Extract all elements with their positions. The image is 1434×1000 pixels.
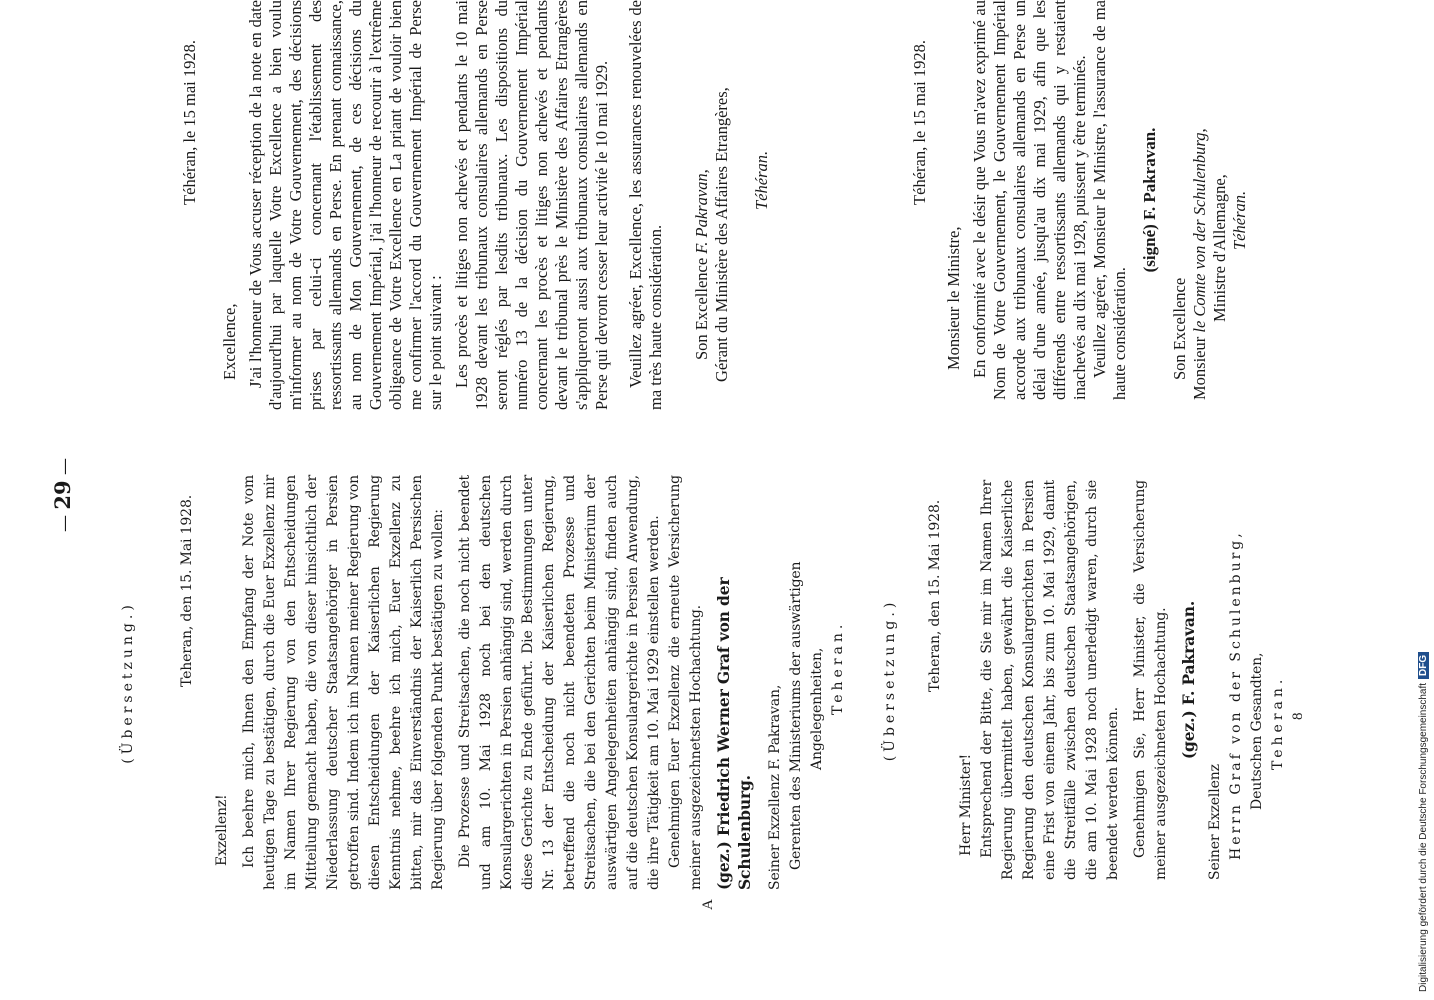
letter1-de-addressee-1: Seiner Exzellenz F. Pakravan, bbox=[767, 684, 783, 890]
letter2-fr-paragraph-2: Veuillez agréer, Monsieur le Ministre, l'assurance de ma haute considération. bbox=[1090, 0, 1129, 400]
letter1-de-paragraph-2: Die Prozesse und Streitsachen, die noch nicht beendet und am 10. Mai 1928 noch bei den deutschen Konsulargerichten in Persien anhängig sind, werden durch diese Gerichte zu Ende geführt. Die Bestimmungen unter Nr. 13 der Entscheidung der Kaiserlichen Regierung, betreffend die noch nicht beendeten Prozesse und Streitsachen, die bei den Gerichten beim Ministerium der auswärtigen Angelegenheiten anhängig sind, finden auch auf die deutschen Konsulargerichte in Persien Anwendung, die ihre Tätigkeit am 10. Mai 1929 einstellen werden. bbox=[457, 475, 662, 890]
letter1-fr-paragraph-2: Les procès et litiges non achevés et pendants le 10 mai 1928 devant les tribunaux consulaires allemands en Perse seront réglés par lesdits tribunaux. Les dispositions du numéro 13 de la décision du Gouvernement Impérial concernant les procès et litiges non achevés et pendants devant le tribunal près le Ministère des Affaires Etrangères s'appliqueront aussi aux tribunaux consulaires allemands en Perse qui devront cesser leur activité le 10 mai 1929. bbox=[452, 0, 611, 410]
letter1-de-heading: (Übersetzung.) bbox=[120, 601, 136, 764]
digitization-notice: Digitalisierung gefördert durch die Deutsche ForschungsgemeinschaftDFG bbox=[1418, 542, 1429, 992]
letter1-fr-paragraph-1: J'ai l'honneur de Vous accuser réception de la note en date d'aujourd'hui par laquelle Votre Excellence a bien voulu m'informer au nom de Votre Gouvernement, des décisions prises par celui-ci concernant l'établissement des ressortissants allemands en Perse. En prenant connaissance, au nom de Mon Gouvernement, de ces décisions du Gouvernement Impérial, j'ai l'honneur de recourir à l'extrême obligeance de Votre Excellence en La priant de vouloir bien me confirmer l'accord du Gouvernement Impérial de Perse sur le point suivant : bbox=[246, 0, 445, 410]
letter2-fr-salutation: Monsieur le Ministre, bbox=[944, 226, 963, 370]
letter2-de-salutation: Herr Minister! bbox=[958, 754, 974, 856]
letter2-fr-addressee-4: Téhéran. bbox=[1230, 190, 1249, 250]
letter2-de-signature: (gez.) F. Pakravan. bbox=[1179, 600, 1198, 760]
letter1-fr-addressee-2: Gérant du Ministère des Affaires Etrangères, bbox=[712, 87, 731, 382]
letter2-de-date: Teheran, den 15. Mai 1928. bbox=[927, 500, 943, 693]
letter2-de-paragraph-2: Genehmigen Sie, Herr Minister, die Versicherung meiner ausgezeichneten Hochachtung. bbox=[1132, 480, 1169, 880]
letter2-fr-date: Téhéran, le 15 mai 1928. bbox=[910, 40, 929, 205]
letter1-de-signature: (gez.) Friedrich Werner Graf von der Schulenburg. bbox=[714, 577, 754, 890]
letter2-de-heading: (Übersetzung.) bbox=[882, 598, 898, 762]
letter1-fr-addressee-1: Son Excellence F. Pakravan, bbox=[692, 169, 711, 360]
letter1-fr-date: Téhéran, le 15 mai 1928. bbox=[180, 40, 199, 205]
letter1-de-paragraph-1: Ich beehre mich, Ihnen den Empfang der Note vom heutigen Tage zu bestätigen, durch die Euer Exzellenz mir im Namen Ihrer Regierung von den Entscheidungen Mitteilung gemacht haben, die von dieser hinsichtlich der Niederlassung deutscher Staatsangehöriger in Persien getroffen sind. Indem ich im Namen meiner Regierung von diesen Entscheidungen der Kaiserlichen Regierung Kenntnis nehme, beehre ich mich, Euer Exzellenz zu bitten, mir das Einverständnis der Kaiserlich Persischen Regierung über folgenden Punkt bestätigen zu wollen: bbox=[241, 475, 446, 890]
margin-mark: A bbox=[700, 899, 716, 910]
dfg-logo: DFG bbox=[1418, 652, 1429, 679]
letter1-french bbox=[180, 0, 772, 410]
letter1-fr-addressee-3: Téhéran. bbox=[752, 150, 771, 210]
letter2-fr-addressee-3: Ministre d'Allemagne, bbox=[1210, 174, 1229, 322]
letter1-de-paragraph-3: Genehmigen Euer Exzellenz die erneute Versicherung meiner ausgezeichnetsten Hochachtung. bbox=[667, 475, 704, 890]
letter1-german bbox=[120, 475, 849, 890]
letter2-fr-addressee-1: Son Excellence bbox=[1170, 277, 1189, 380]
letter2-fr-signature: (signé) F. Pakravan. bbox=[1140, 127, 1159, 273]
letter2-french bbox=[910, 0, 1250, 400]
letter2-de-paragraph-1: Entsprechend der Bitte, die Sie mir im Namen Ihrer Regierung übermittelt haben, gewährt die Kaiserliche Regierung den deutschen Konsulargerichten in Persien eine Frist von einem Jahr, bis zum 10. Mai 1929, damit die Streitfälle zwischen deutschen Staatsangehörigen, die am 10. Mai 1928 noch unerledigt waren, durch sie beendet werden können. bbox=[979, 480, 1121, 880]
letter2-fr-addressee-2: Monsieur le Comte von der Schulenburg, bbox=[1190, 128, 1209, 400]
footer-number: 8 bbox=[1290, 712, 1306, 720]
letter1-de-addressee-3: Angelegenheiten, bbox=[809, 647, 825, 770]
letter2-de-addressee-2: Herrn Graf von der Schulenburg, bbox=[1228, 530, 1244, 860]
letter2-de-addressee-4: Teheran. bbox=[1270, 675, 1286, 770]
letter1-fr-salutation: Excellence, bbox=[220, 303, 239, 380]
letter1-fr-paragraph-3: Veuillez agréer, Excellence, les assurances renouvelées de ma très haute considération. bbox=[626, 0, 665, 410]
letter1-de-date: Teheran, den 15. Mai 1928. bbox=[179, 495, 195, 688]
letter1-de-salutation: Exzellenz! bbox=[214, 794, 230, 866]
letter2-fr-paragraph-1: En conformité avec le désir que Vous m'avez exprimé au Nom de Votre Gouvernement, le Gouvernement Impérial accorde aux tribunaux consulaires allemands en Perse un délai d'une année, jusqu'au dix mai 1929, afin que les différends entre ressortissants allemands qui y restaient inachevés au dix mai 1928, puissent y être terminés. bbox=[970, 0, 1089, 400]
letter2-de-addressee-1: Seiner Exzellenz bbox=[1207, 764, 1223, 880]
letter2-de-addressee-3: Deutschen Gesandten, bbox=[1249, 652, 1265, 810]
page-number: — 29 — bbox=[50, 457, 75, 533]
letter1-de-addressee-4: Teheran. bbox=[830, 620, 846, 715]
letter1-de-addressee-2: Gerenten des Ministeriums der auswärtigen bbox=[788, 561, 804, 870]
letter2-german bbox=[882, 480, 1289, 880]
